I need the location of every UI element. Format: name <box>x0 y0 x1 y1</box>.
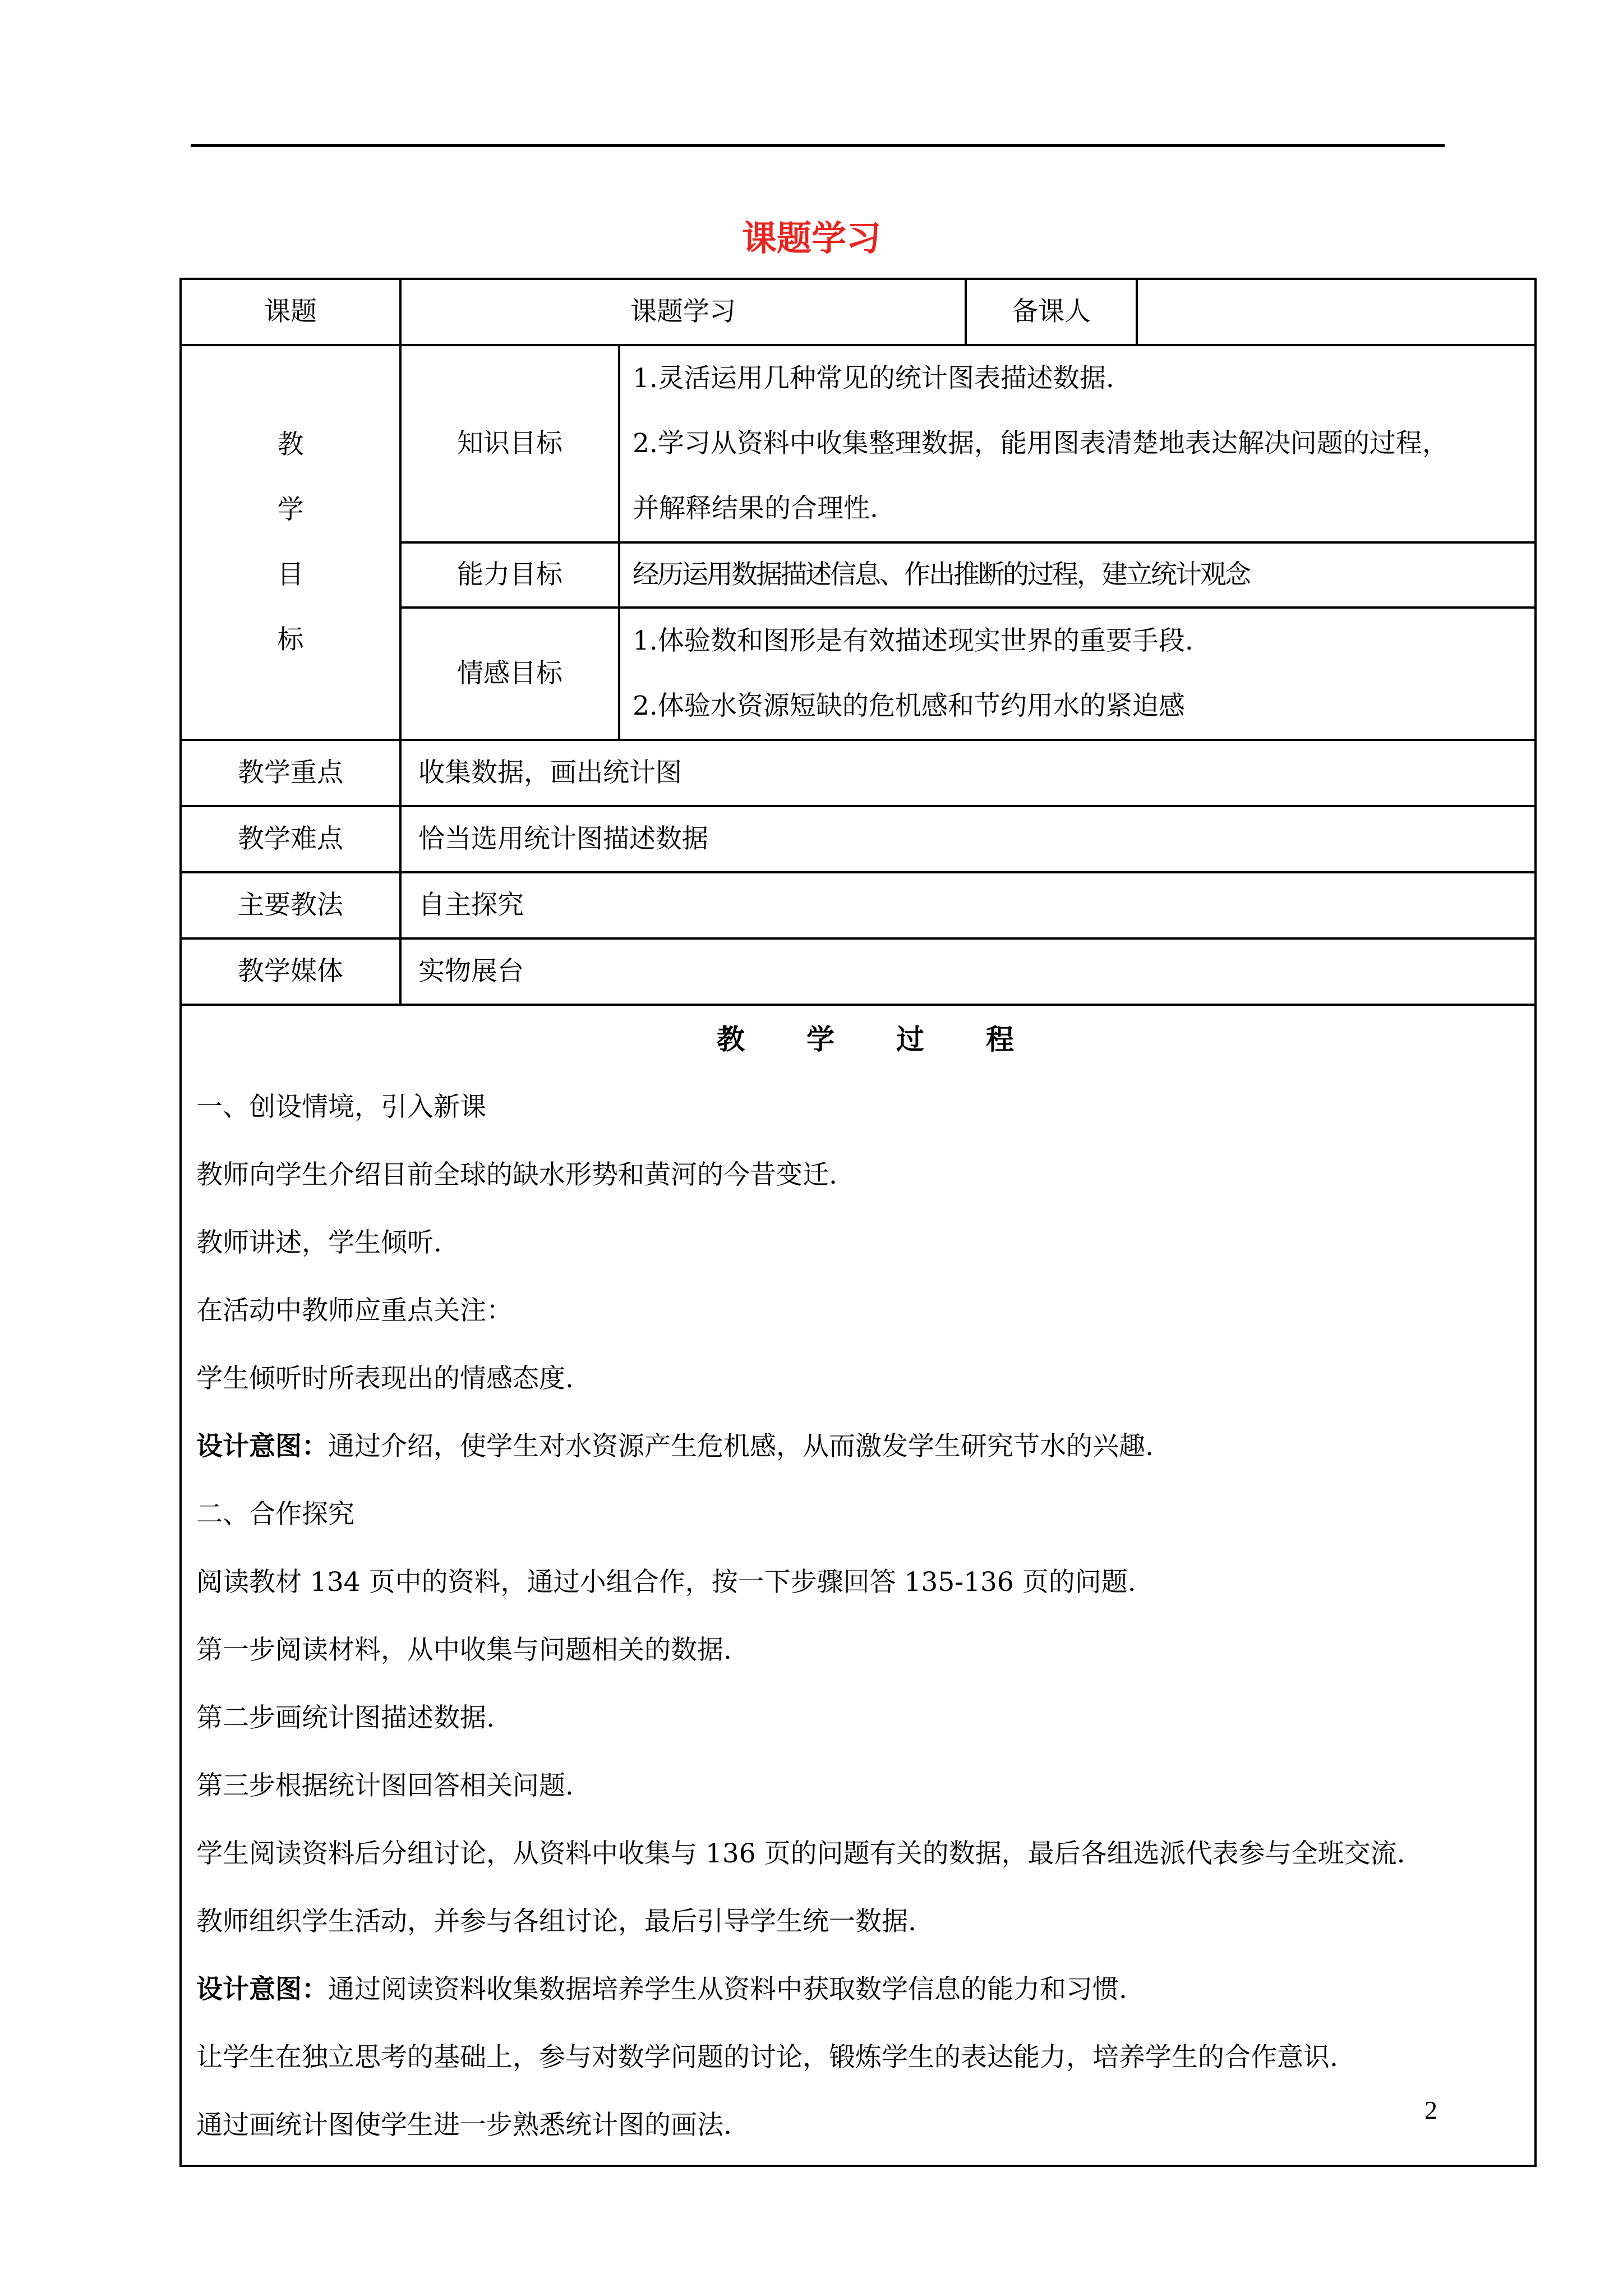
process-heading: 教学过程 <box>717 1023 1076 1056</box>
knowledge-goal-line: 2.学习从资料中收集整理数据，能用图表清楚地表达解决问题的过程， <box>633 428 1449 459</box>
teaching-method-value: 自主探究 <box>400 872 1536 938</box>
process-line <box>196 1888 1534 1955</box>
header-rule <box>191 144 1445 147</box>
topic-value: 课题学习 <box>400 279 966 345</box>
difficulty-value: 恰当选用统计图描述数据 <box>400 806 1536 872</box>
process-line-text: 学生倾听时所表现出的情感态度. <box>196 1363 574 1394</box>
process-line-text: 第三步根据统计图回答相关问题. <box>196 1770 574 1801</box>
process-line <box>196 1752 1534 1820</box>
process-line <box>196 1141 1534 1209</box>
preparer-label: 备课人 <box>966 279 1137 345</box>
topic-row <box>181 279 1536 345</box>
design-intent-label: 设计意图： <box>196 1431 328 1462</box>
process-line <box>196 1684 1534 1752</box>
process-line-text: 教师讲述，学生倾听. <box>196 1227 442 1258</box>
process-line <box>196 1345 1534 1412</box>
process-line-text: 一、创设情境，引入新课 <box>196 1092 486 1122</box>
teaching-process-row <box>181 1005 1536 2166</box>
teaching-method-label: 主要教法 <box>181 872 400 938</box>
process-line <box>196 1073 1534 1141</box>
ability-goal-text: 经历运用数据描述信息、作出推断的过程，建立统计观念 <box>619 542 1536 608</box>
process-line <box>196 1412 1534 1480</box>
goals-label-char: 目 <box>277 559 304 590</box>
difficulty-row <box>181 806 1536 872</box>
teaching-media-value: 实物展台 <box>400 938 1536 1005</box>
teaching-process-cell <box>181 1005 1536 2166</box>
difficulty-label: 教学难点 <box>181 806 400 872</box>
knowledge-goal-line: 1.灵活运用几种常见的统计图表描述数据. <box>633 363 1114 394</box>
process-line-text: 阅读教材 134 页中的资料，通过小组合作，按一下步骤回答 135-136 页的问题. <box>196 1567 1136 1598</box>
process-line-text: 教师组织学生活动，并参与各组讨论，最后引导学生统一数据. <box>196 1906 916 1937</box>
process-line <box>196 2091 1534 2159</box>
design-intent-label: 设计意图： <box>196 1974 328 2005</box>
key-point-value: 收集数据，画出统计图 <box>400 740 1536 806</box>
lesson-plan-table <box>179 278 1537 2167</box>
emotion-goal-line: 2.体验水资源短缺的危机感和节约用水的紧迫感 <box>633 691 1185 721</box>
ability-goal-label: 能力目标 <box>400 542 619 608</box>
knowledge-goal-label: 知识目标 <box>400 345 619 542</box>
emotion-goal-content <box>619 608 1536 740</box>
emotion-goal-label: 情感目标 <box>400 608 619 740</box>
process-line <box>196 1820 1534 1888</box>
knowledge-goal-content <box>619 345 1536 542</box>
key-point-row <box>181 740 1536 806</box>
knowledge-goal-line: 并解释结果的合理性. <box>633 493 878 524</box>
process-line <box>196 1277 1534 1345</box>
document-title: 课题学习 <box>741 218 881 259</box>
process-line <box>196 1209 1534 1277</box>
process-line-text: 第二步画统计图描述数据. <box>196 1703 495 1733</box>
process-line <box>196 2023 1534 2091</box>
topic-label: 课题 <box>181 279 400 345</box>
teaching-goals-label <box>181 345 400 740</box>
goals-label-char: 教 <box>277 429 304 460</box>
process-line-text: 第一步阅读材料，从中收集与问题相关的数据. <box>196 1635 732 1665</box>
process-line <box>196 1548 1534 1616</box>
process-line <box>196 1616 1534 1684</box>
process-line-text: 二、合作探究 <box>196 1499 354 1530</box>
preparer-value <box>1137 279 1536 345</box>
key-point-label: 教学重点 <box>181 740 400 806</box>
process-line <box>196 1955 1534 2023</box>
process-line-text: 通过阅读资料收集数据培养学生从资料中获取数学信息的能力和习惯. <box>328 1974 1127 2005</box>
process-line-text: 让学生在独立思考的基础上，参与对数学问题的讨论，锻炼学生的表达能力，培养学生的合作意识. <box>196 2042 1338 2073</box>
process-line-text: 通过画统计图使学生进一步熟悉统计图的画法. <box>196 2110 732 2141</box>
teaching-media-label: 教学媒体 <box>181 938 400 1005</box>
page-number: 2 <box>1424 2096 1437 2124</box>
teaching-method-row <box>181 872 1536 938</box>
goals-label-char: 标 <box>277 624 304 655</box>
teaching-media-row <box>181 938 1536 1005</box>
process-lines <box>196 1073 1534 2159</box>
process-line-text: 教师向学生介绍目前全球的缺水形势和黄河的今昔变迁. <box>196 1159 837 1190</box>
process-line-text: 在活动中教师应重点关注： <box>196 1295 513 1326</box>
process-line <box>196 1480 1534 1548</box>
goals-label-char: 学 <box>277 494 304 525</box>
emotion-goal-line: 1.体验数和图形是有效描述现实世界的重要手段. <box>633 625 1193 656</box>
knowledge-goal-row <box>181 345 1536 542</box>
process-line-text: 通过介绍，使学生对水资源产生危机感，从而激发学生研究节水的兴趣. <box>328 1431 1154 1462</box>
process-line-text: 学生阅读资料后分组讨论，从资料中收集与 136 页的问题有关的数据，最后各组选派代表参与全班交流. <box>196 1838 1405 1869</box>
